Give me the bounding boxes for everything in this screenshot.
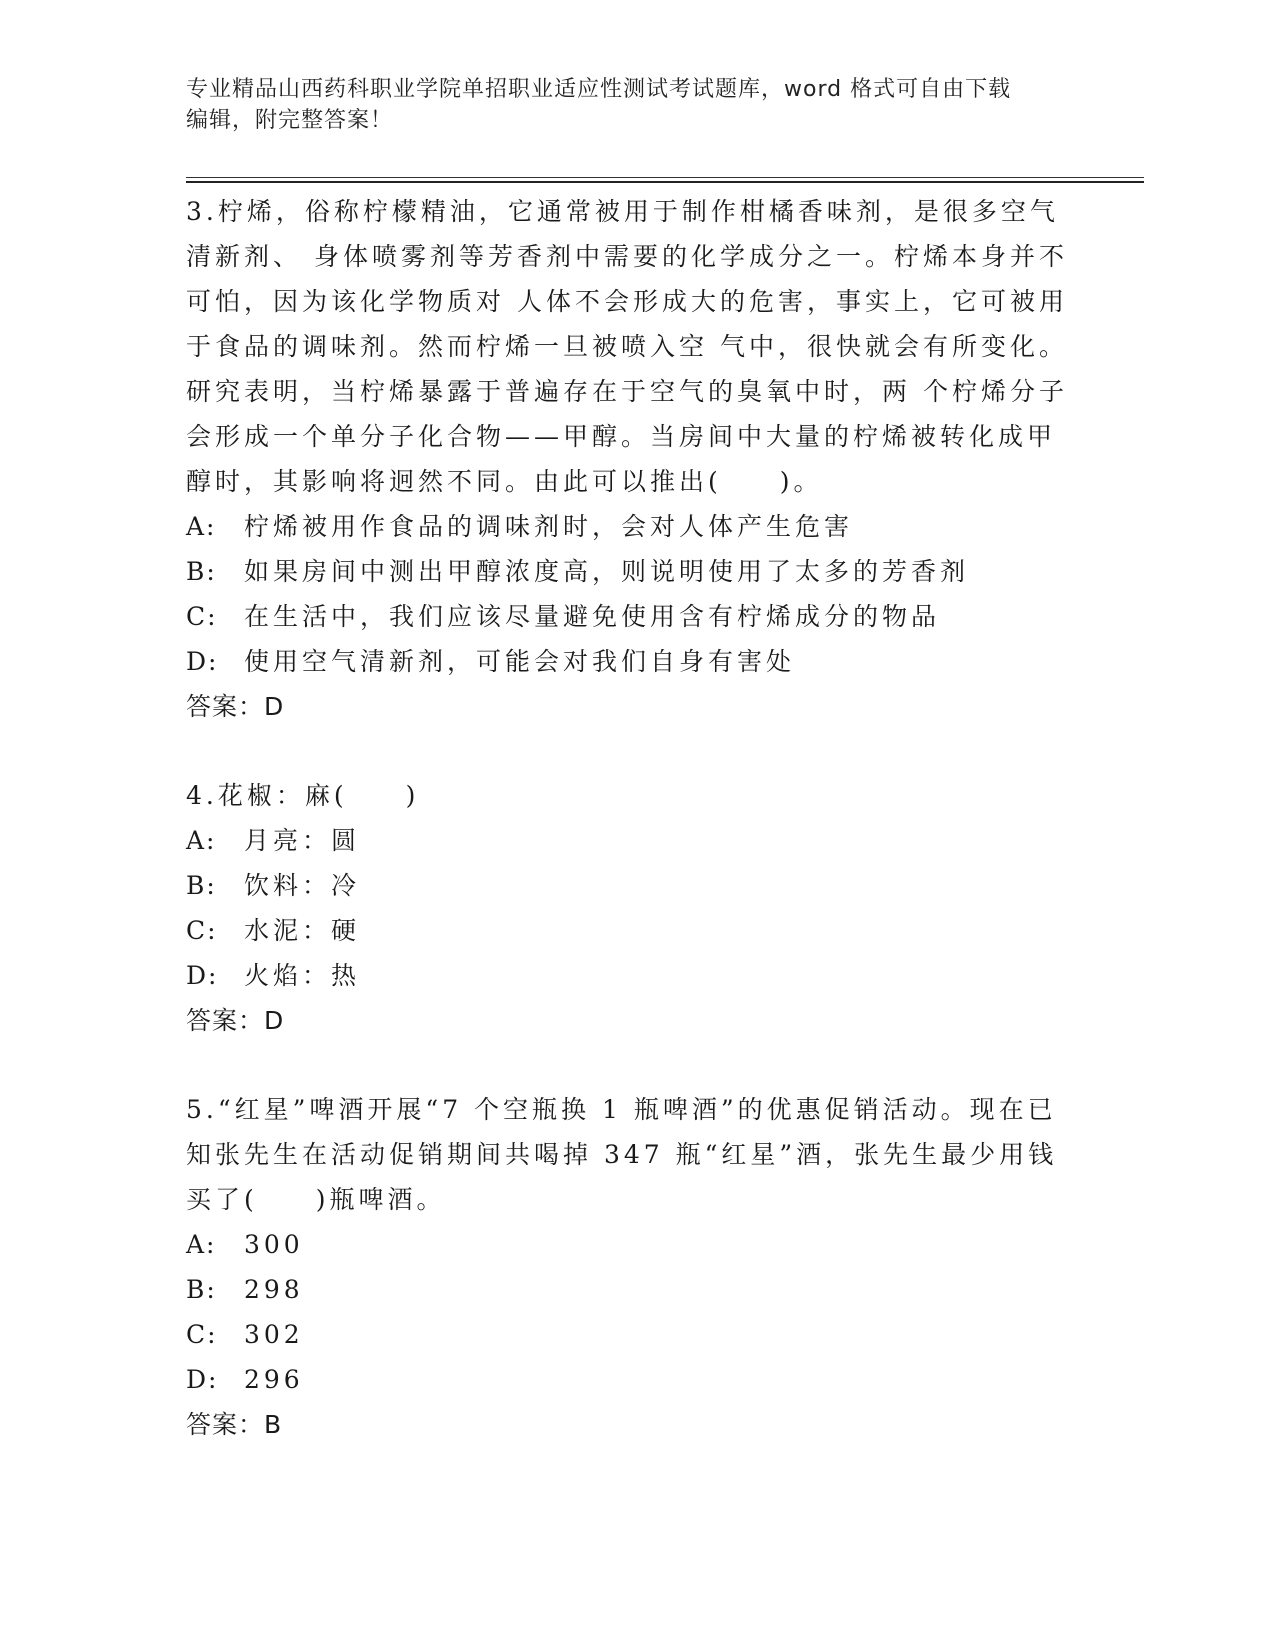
question-4-option-d (186, 953, 1086, 998)
option-letter: B: (186, 1275, 217, 1304)
question-3-option-b (186, 549, 1086, 594)
question-5-option-c (186, 1312, 1086, 1357)
question-4 (186, 773, 1086, 1043)
question-5-stem-line: 买了( )瓶啤酒。 (186, 1185, 446, 1214)
header-line-1: 专业精品山西药科职业学院单招职业适应性测试考试题库，word 格式可自由下载 (186, 77, 1012, 102)
question-5-option-a (186, 1222, 1086, 1267)
option-letter: A: (186, 826, 217, 855)
option-letter: A: (186, 1230, 217, 1259)
question-3-stem-line: 会形成一个单分子化合物——甲醇。当房间中大量的柠烯被转化成甲 (186, 422, 1057, 451)
question-4-option-a (186, 818, 1086, 863)
question-3-stem-line: 醇时，其影响将迥然不同。由此可以推出( )。 (186, 467, 823, 496)
option-letter: D: (186, 961, 219, 990)
option-text: 月亮：圆 (244, 826, 361, 855)
option-letter: C: (186, 916, 218, 945)
question-3-option-c (186, 594, 1086, 639)
question-4-option-c (186, 908, 1086, 953)
question-5-option-d (186, 1357, 1086, 1402)
question-5-answer: 答案：B (186, 1410, 283, 1439)
question-5-option-b (186, 1267, 1086, 1312)
question-4-stem-line: 4.花椒：麻( ) (186, 781, 420, 810)
option-text: 水泥：硬 (244, 916, 361, 945)
header-line-2: 编辑，附完整答案！ (186, 108, 394, 133)
option-text: 火焰：热 (244, 961, 361, 990)
question-3-option-a (186, 504, 1086, 549)
option-letter: D: (186, 647, 219, 676)
option-text: 300 (244, 1230, 304, 1259)
header-divider-thin (186, 177, 1144, 178)
option-text: 298 (244, 1275, 304, 1304)
question-3-option-d (186, 639, 1086, 684)
question-4-answer: 答案：D (186, 1006, 285, 1035)
question-3-stem-line: 于食品的调味剂。然而柠烯一旦被喷入空 气中，很快就会有所变化。 (186, 332, 1068, 361)
question-3-stem-line: 可怕，因为该化学物质对 人体不会形成大的危害，事实上，它可被用 (186, 287, 1068, 316)
option-letter: B: (186, 557, 217, 586)
header-divider-thick (186, 181, 1144, 183)
option-text: 在生活中，我们应该尽量避免使用含有柠烯成分的物品 (244, 602, 941, 631)
option-letter: A: (186, 512, 217, 541)
option-text: 如果房间中测出甲醇浓度高，则说明使用了太多的芳香剂 (244, 557, 970, 586)
question-3-stem-line: 研究表明，当柠烯暴露于普遍存在于空气的臭氧中时，两 个柠烯分子 (186, 377, 1068, 406)
option-letter: B: (186, 871, 217, 900)
document-header (186, 74, 1066, 136)
question-3-answer: 答案：D (186, 692, 285, 721)
question-3 (186, 189, 1086, 729)
option-text: 302 (244, 1320, 304, 1349)
option-text: 使用空气清新剂，可能会对我们自身有害处 (244, 647, 796, 676)
option-letter: C: (186, 602, 218, 631)
option-letter: C: (186, 1320, 218, 1349)
option-letter: D: (186, 1365, 219, 1394)
option-text: 饮料：冷 (244, 871, 361, 900)
question-5-stem-line: 知张先生在活动促销期间共喝掉 347 瓶“红星”酒，张先生最少用钱 (186, 1140, 1058, 1169)
question-3-stem-line: 3.柠烯，俗称柠檬精油，它通常被用于制作柑橘香味剂，是很多空气 (186, 197, 1059, 226)
option-text: 柠烯被用作食品的调味剂时，会对人体产生危害 (244, 512, 854, 541)
question-4-option-b (186, 863, 1086, 908)
question-5 (186, 1087, 1086, 1447)
question-5-stem-line: 5.“红星”啤酒开展“7 个空瓶换 1 瓶啤酒”的优惠促销活动。现在已 (186, 1095, 1057, 1124)
question-3-stem-line: 清新剂、 身体喷雾剂等芳香剂中需要的化学成分之一。柠烯本身并不 (186, 242, 1068, 271)
option-text: 296 (244, 1365, 304, 1394)
